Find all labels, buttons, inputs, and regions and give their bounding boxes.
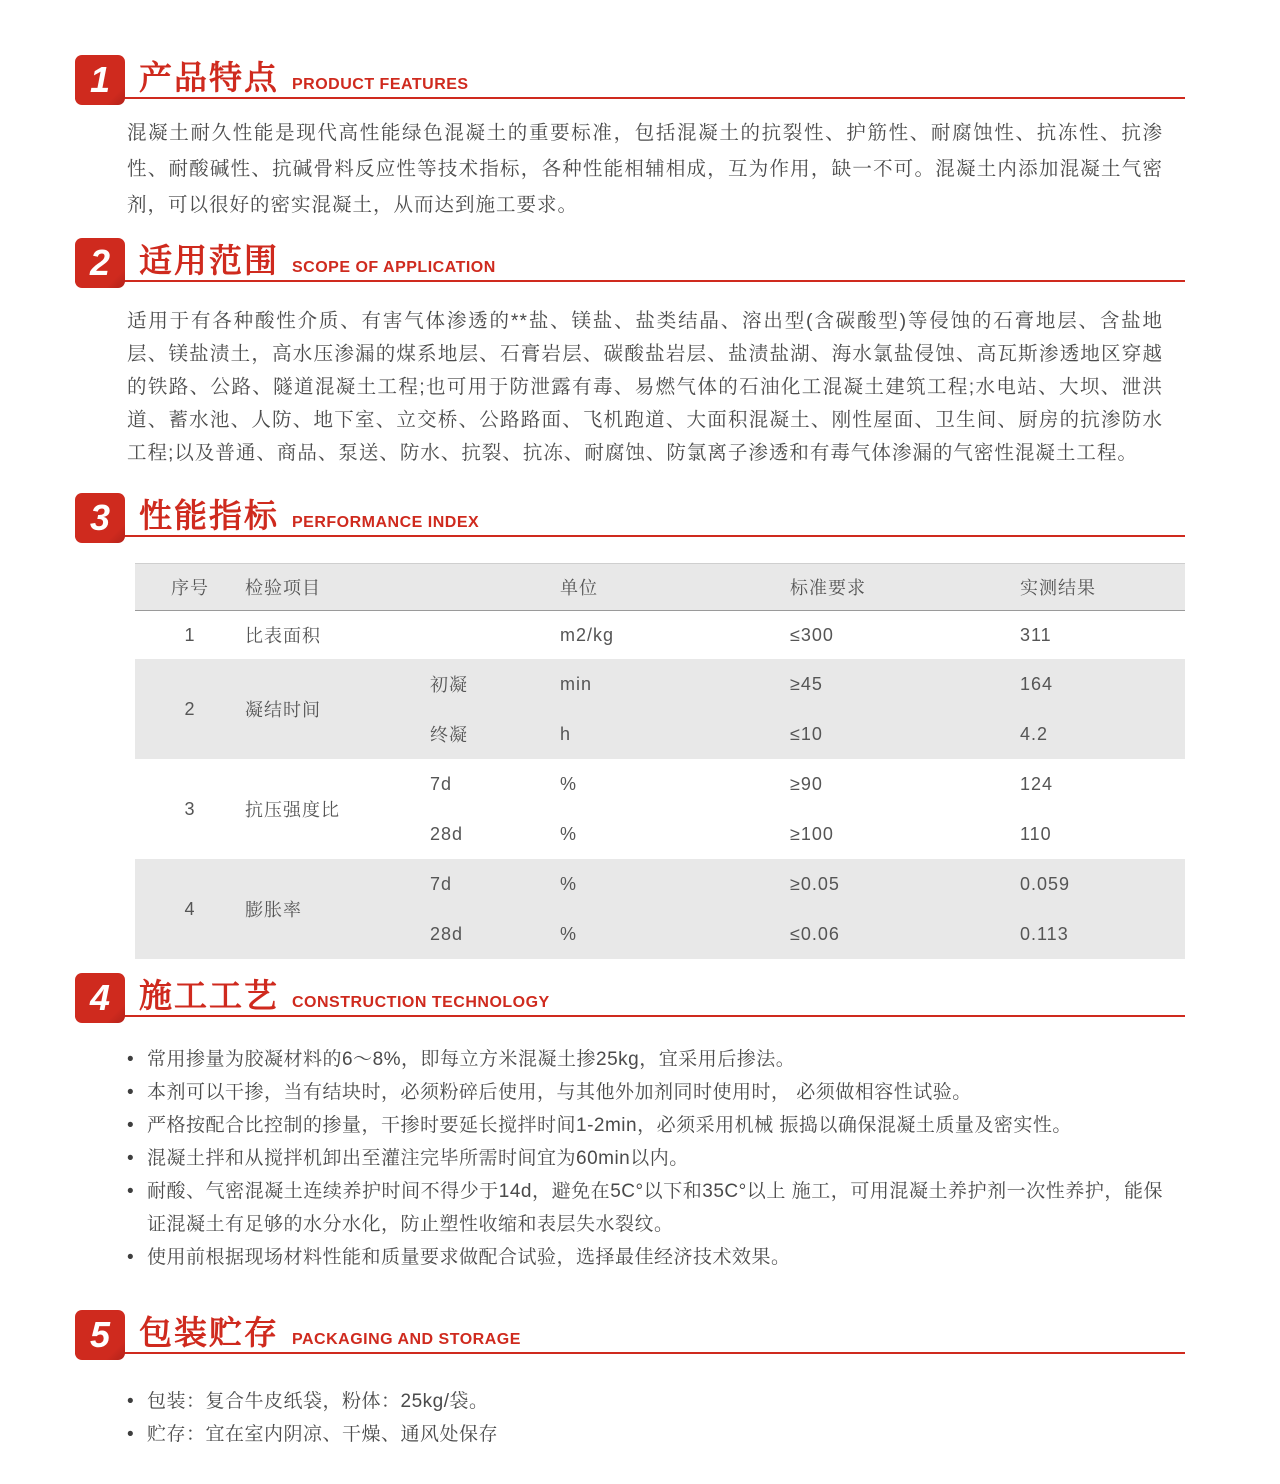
packaging-storage-list <box>127 1385 1163 1451</box>
section-number-badge: 2 <box>75 238 125 288</box>
cell-sub-label: 28d <box>430 823 464 844</box>
list-item: • 贮存：宜在室内阴凉、干燥、通风处保存 <box>127 1418 1163 1451</box>
cell-unit: % <box>560 923 578 944</box>
cell-standard: ≥90 <box>790 773 823 794</box>
section-title: 性能指标 <box>139 497 279 534</box>
product-features-paragraph: 混凝土耐久性能是现代高性能绿色混凝土的重要标准，包括混凝土的抗裂性、护筋性、耐腐蚀性、抗冻性、抗渗性、耐酸碱性、抗碱骨料反应性等技术指标，各种性能相辅相成，互为作用，缺一不可。混凝土内添加混凝土气密剂，可以很好的密实混凝土，从而达到施工要求。 <box>127 122 1163 216</box>
cell-result: 164 <box>1020 673 1054 694</box>
cell-result: 0.113 <box>1020 923 1069 944</box>
cell-standard: ≥0.05 <box>790 873 840 894</box>
list-item: • 常用掺量为胶凝材料的6～8%，即每立方米混凝土掺25kg，宜采用后掺法。 <box>127 1043 1163 1076</box>
section-subtitle: CONSTRUCTION TECHNOLOGY <box>292 994 550 1011</box>
table-row <box>135 659 1185 709</box>
cell-standard: ≤300 <box>790 624 834 645</box>
section-1-header <box>75 55 1185 107</box>
table-header-row <box>135 564 1185 611</box>
cell-result: 311 <box>1020 624 1052 645</box>
cell-result: 4.2 <box>1020 723 1049 744</box>
table-row <box>135 759 1185 809</box>
section-titles <box>139 490 479 537</box>
cell-item: 抗压强度比 <box>245 800 340 820</box>
cell-standard: ≥45 <box>790 673 823 694</box>
section-title: 施工工艺 <box>139 977 279 1014</box>
th-item: 检验项目 <box>245 564 560 611</box>
section-titles <box>139 970 550 1017</box>
section-2-header <box>75 238 1185 290</box>
section-number-badge: 1 <box>75 55 125 105</box>
list-item: • 耐酸、气密混凝土连续养护时间不得少于14d，避免在5C°以下和35C°以上 施工，可用混凝土养护剂一次性养护，能保证混凝土有足够的水分水化，防止塑性收缩和表层失水裂纹。 <box>127 1175 1163 1241</box>
th-index: 序号 <box>135 564 245 611</box>
section-number-badge: 3 <box>75 493 125 543</box>
cell-unit: % <box>560 873 578 894</box>
th-standard: 标准要求 <box>790 564 1020 611</box>
cell-unit: h <box>560 723 572 744</box>
section-subtitle: SCOPE OF APPLICATION <box>292 259 496 276</box>
construction-technology-list <box>127 1043 1163 1274</box>
cell-index: 2 <box>184 698 196 719</box>
section-3-header <box>75 493 1185 545</box>
cell-unit: % <box>560 823 578 844</box>
list-item: • 严格按配合比控制的掺量，干掺时要延长搅拌时间1-2min，必须采用机械 振捣以确保混凝土质量及密实性。 <box>127 1109 1163 1142</box>
cell-index: 4 <box>184 898 196 919</box>
cell-sub-label: 终凝 <box>430 725 468 745</box>
cell-unit: min <box>560 673 593 694</box>
section-subtitle: PACKAGING AND STORAGE <box>292 1331 521 1348</box>
section-title: 包装贮存 <box>139 1314 279 1351</box>
cell-item: 凝结时间 <box>245 700 321 720</box>
section-number-badge: 5 <box>75 1310 125 1360</box>
cell-item: 比表面积 <box>245 626 321 646</box>
cell-standard: ≤10 <box>790 723 823 744</box>
cell-unit: % <box>560 773 578 794</box>
th-unit: 单位 <box>560 564 790 611</box>
cell-sub-label: 7d <box>430 773 453 794</box>
cell-item: 膨胀率 <box>245 900 302 920</box>
section-4-header <box>75 973 1185 1025</box>
cell-index: 3 <box>184 798 196 819</box>
section-title: 产品特点 <box>139 59 279 96</box>
table-row <box>135 859 1185 909</box>
cell-index: 1 <box>184 624 196 645</box>
cell-standard: ≤0.06 <box>790 923 840 944</box>
list-item: • 本剂可以干掺，当有结块时，必须粉碎后使用，与其他外加剂同时使用时， 必须做相容性试验。 <box>127 1076 1163 1109</box>
section-5-header <box>75 1310 1185 1362</box>
list-item: • 包装：复合牛皮纸袋，粉体：25kg/袋。 <box>127 1385 1163 1418</box>
performance-index-table <box>135 563 1185 959</box>
cell-standard: ≥100 <box>790 823 834 844</box>
cell-result: 124 <box>1020 773 1054 794</box>
section-subtitle: PRODUCT FEATURES <box>292 76 469 93</box>
cell-sub-label: 28d <box>430 923 464 944</box>
section-number-badge: 4 <box>75 973 125 1023</box>
section-titles <box>139 1307 521 1354</box>
cell-unit: m2/kg <box>560 624 615 645</box>
cell-sub-label: 7d <box>430 873 453 894</box>
section-titles <box>139 52 469 99</box>
th-result: 实测结果 <box>1020 564 1185 611</box>
cell-result: 110 <box>1020 823 1052 844</box>
scope-of-application-paragraph: 适用于有各种酸性介质、有害气体渗透的**盐、镁盐、盐类结晶、溶出型(含碳酸型)等侵蚀的石膏地层、含盐地层、镁盐渍土，高水压渗漏的煤系地层、石膏岩层、碳酸盐岩层、盐渍盐湖、海水氯盐侵蚀、高瓦斯渗透地区穿越的铁路、公路、隧道混凝土工程;也可用于防泄露有毒、易燃气体的石油化工混凝土建筑工程;水电站、大坝、泄洪道、蓄水池、人防、地下室、立交桥、公路路面、飞机跑道、大面积混凝土、刚性屋面、卫生间、厨房的抗渗防水工程;以及普通、商品、泵送、防水、抗裂、抗冻、耐腐蚀、防氯离子渗透和有毒气体渗漏的气密性混凝土工程。 <box>127 310 1163 464</box>
table-row <box>135 611 1185 660</box>
list-item: • 使用前根据现场材料性能和质量要求做配合试验，选择最佳经济技术效果。 <box>127 1241 1163 1274</box>
cell-result: 0.059 <box>1020 873 1071 894</box>
section-titles <box>139 235 496 282</box>
list-item: • 混凝土拌和从搅拌机卸出至灌注完毕所需时间宜为60min以内。 <box>127 1142 1163 1175</box>
section-subtitle: PERFORMANCE INDEX <box>292 514 480 531</box>
section-title: 适用范围 <box>139 242 279 279</box>
cell-sub-label: 初凝 <box>430 675 468 695</box>
